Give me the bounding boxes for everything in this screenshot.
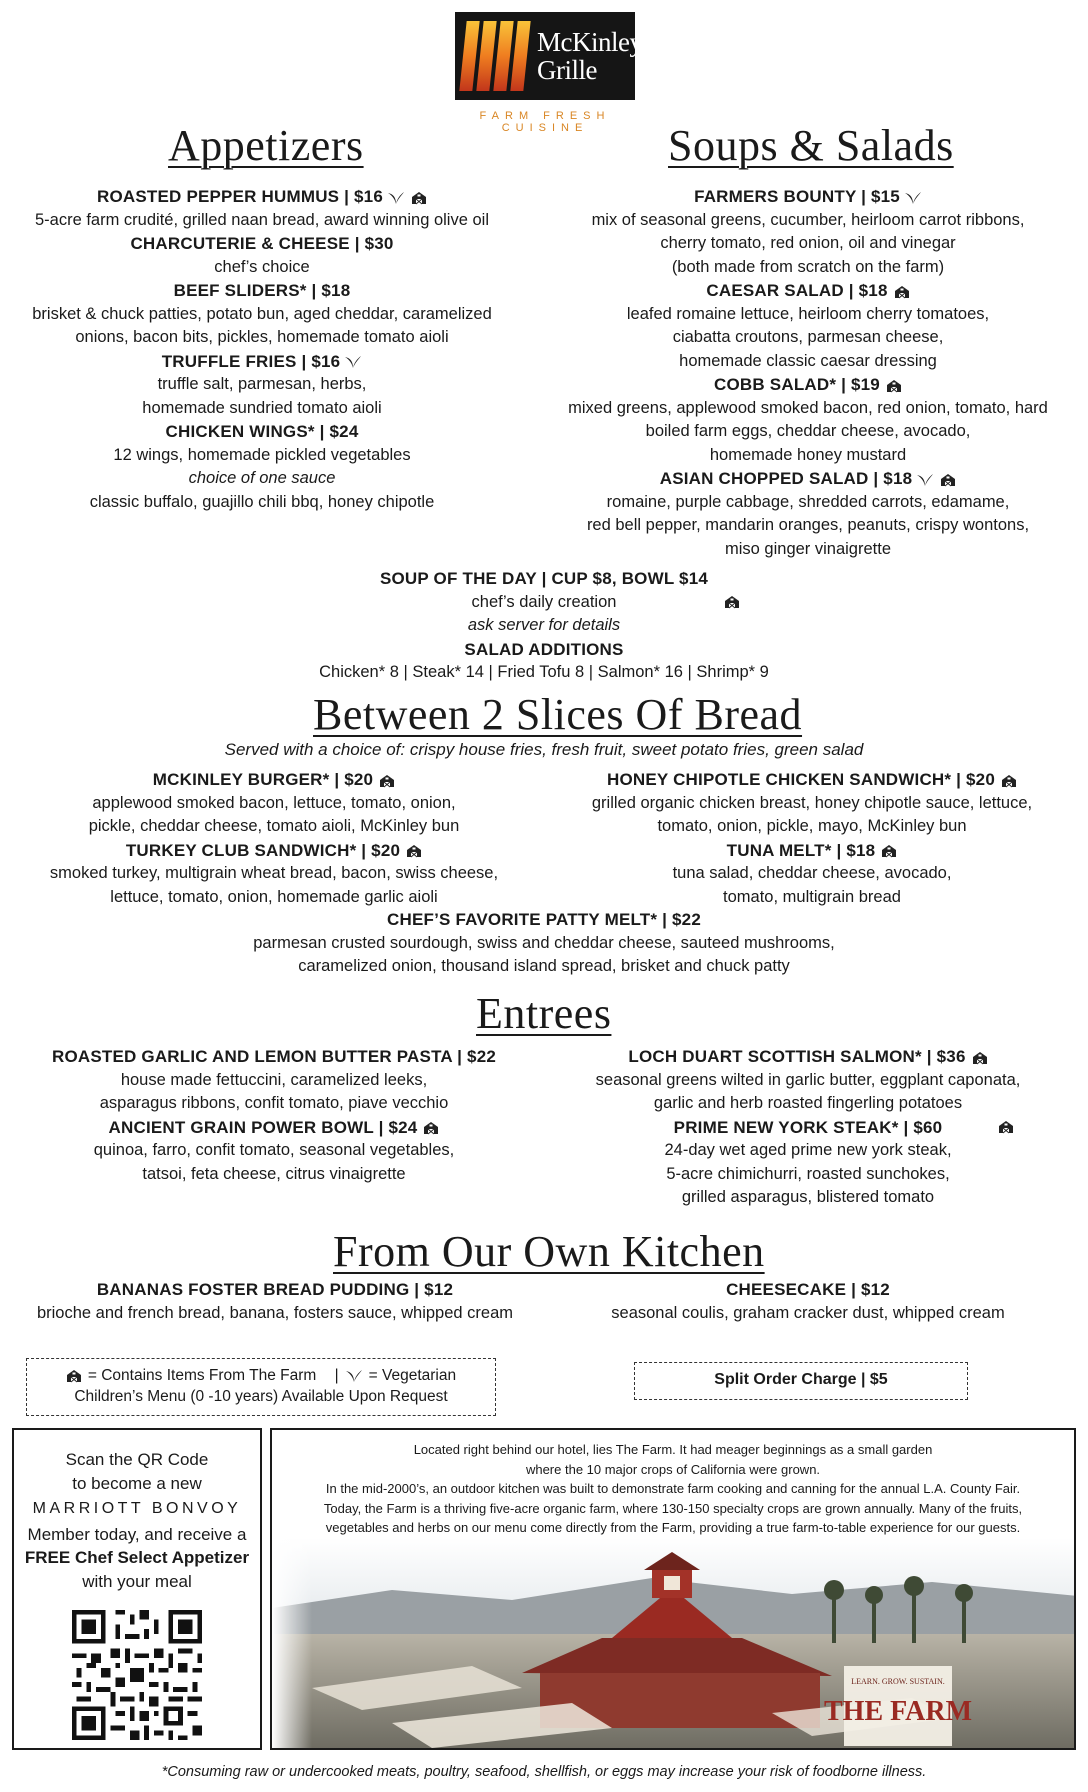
soups-salads-title: Soups & Salads — [668, 121, 954, 170]
farm-barn-icon — [886, 379, 902, 393]
icon-legend — [26, 1358, 496, 1416]
farm-barn-icon — [1001, 774, 1017, 788]
menu-item-desc: grilled organic chicken breast, honey chipotle sauce, lettuce, — [591, 793, 1033, 812]
logo-name-line1: McKinley's — [537, 27, 657, 57]
menu-item-name: HONEY CHIPOTLE CHICKEN SANDWICH* | $20 — [552, 768, 1072, 792]
menu-item-desc: 24-day wet aged prime new york steak, — [664, 1141, 952, 1159]
menu-item-desc: parmesan crusted sourdough, swiss and cheddar cheese, sauteed mushrooms, — [253, 933, 835, 952]
salad-additions-list: Chicken* 8 | Steak* 14 | Fried Tofu 8 | Salmon* 16 | Shrimp* 9 — [319, 663, 769, 681]
the-farm-badge — [824, 1666, 972, 1746]
menu-item-desc: garlic and herb roasted fingerling potatoes — [653, 1094, 963, 1112]
menu-item-name: TUNA MELT* | $18 — [552, 839, 1072, 863]
farm-info-panel — [270, 1428, 1076, 1750]
menu-item-desc: lettuce, tomato, onion, homemade garlic aioli — [110, 887, 438, 906]
farm-barn-icon — [894, 285, 910, 299]
qr-code[interactable] — [67, 1605, 207, 1745]
menu-item-desc: applewood smoked bacon, lettuce, tomato, onion, — [92, 793, 456, 812]
farm-barn-icon — [940, 473, 956, 487]
menu-item-desc: chef’s choice — [214, 257, 310, 276]
menu-item-desc: 5-acre farm crudité, grilled naan bread, award winning olive oil — [35, 210, 489, 229]
menu-item-desc: mix of seasonal greens, cucumber, heirloom carrot ribbons, — [591, 210, 1025, 229]
menu-item-note: ask server for details — [467, 616, 621, 634]
farm-barn-icon — [379, 774, 395, 788]
promo-line: with your meal — [82, 1571, 192, 1591]
menu-item-name: CHEESECAKE | $12 — [726, 1280, 890, 1299]
patty-melt-item — [144, 908, 944, 979]
menu-item-desc: pickle, cheddar cheese, tomato aioli, McKinley bun — [88, 817, 460, 835]
promo-offer: FREE Chef Select Appetizer — [24, 1548, 250, 1567]
menu-item-desc: tomato, onion, pickle, mayo, McKinley bun — [657, 817, 967, 835]
menu-item-desc: ciabatta croutons, parmesan cheese, — [672, 328, 944, 346]
menu-item-desc: (both made from scratch on the farm) — [671, 257, 945, 276]
menu-item-desc: homemade sundried tomato aioli — [142, 398, 382, 417]
menu-item-desc: asparagus ribbons, confit tomato, piave vecchio — [99, 1094, 449, 1112]
farm-barn-icon — [724, 595, 740, 609]
farm-barn-icon — [998, 1120, 1014, 1134]
menu-item-name: CAESAR SALAD | $18 — [548, 279, 1068, 303]
dessert-right — [548, 1278, 1068, 1325]
menu-item-desc: 12 wings, homemade pickled vegetables — [113, 445, 411, 464]
desserts-title: From Our Own Kitchen — [333, 1227, 765, 1276]
sandwiches-title: Between 2 Slices Of Bread — [313, 690, 803, 739]
menu-item-desc: cherry tomato, red onion, oil and vinegar — [660, 234, 956, 252]
menu-item-name: SOUP OF THE DAY | CUP $8, BOWL $14 — [379, 569, 709, 588]
farm-description — [272, 1430, 1074, 1538]
farm-text-line: In the mid-2000’s, an outdoor kitchen was built to demonstrate farm cooking and canning for the annual L.A. County Fair. — [325, 1481, 1021, 1496]
marriott-promo — [12, 1428, 262, 1750]
salad-additions-title: SALAD ADDITIONS — [464, 639, 624, 659]
menu-item-desc: tomato, multigrain bread — [723, 887, 901, 906]
menu-item-desc: onions, bacon bits, pickles, homemade tomato aioli — [75, 328, 449, 346]
menu-item-name: CHEF’S FAVORITE PATTY MELT* | $22 — [387, 910, 701, 929]
farm-barn-icon — [972, 1051, 988, 1065]
promo-line: to become a new — [72, 1473, 202, 1493]
dessert-left — [10, 1278, 540, 1325]
menu-item-desc: miso ginger vinaigrette — [725, 539, 891, 558]
entrees-right-column-content — [548, 1045, 1068, 1210]
farm-barn-icon — [881, 844, 897, 858]
farm-barn-icon — [411, 191, 427, 205]
appetizers-title: Appetizers — [168, 121, 364, 170]
logo-box — [455, 12, 657, 100]
menu-item-name: LOCH DUART SCOTTISH SALMON* | $36 — [548, 1045, 1068, 1069]
menu-item-name: MCKINLEY BURGER* | $20 — [18, 768, 530, 792]
restaurant-logo — [455, 12, 657, 134]
farm-barn-icon — [423, 1121, 439, 1135]
entrees-title: Entrees — [476, 989, 612, 1038]
menu-item-desc: grilled asparagus, blistered tomato — [681, 1188, 935, 1206]
menu-item-desc: 5-acre chimichurri, roasted sunchokes, — [666, 1164, 950, 1183]
farm-text-line: Located right behind our hotel, lies The Farm. It had meager beginnings as a small garden — [413, 1442, 933, 1457]
menu-item-name: BEEF SLIDERS* | $18 — [173, 281, 351, 300]
farm-text-line: where the 10 major crops of California were grown. — [525, 1461, 821, 1477]
vegetarian-icon — [387, 191, 405, 205]
vegetarian-icon — [916, 473, 934, 487]
menu-item-name: ROASTED PEPPER HUMMUS | $16 — [6, 185, 518, 209]
menu-item-name: TRUFFLE FRIES | $16 — [6, 350, 518, 374]
menu-item-name: CHICKEN WINGS* | $24 — [165, 422, 359, 441]
farm-text-line: vegetables and herbs on our menu come directly from the Farm, providing a true farm-to-table experience for our guests. — [325, 1520, 1021, 1535]
legend-separator: | — [334, 1367, 339, 1384]
menu-item-desc: classic buffalo, guajillo chili bbq, honey chipotle — [89, 492, 435, 511]
menu-item-note: choice of one sauce — [188, 469, 336, 487]
menu-item-desc: boiled farm eggs, cheddar cheese, avocado, — [645, 422, 971, 440]
menu-item-desc: red bell pepper, mandarin oranges, peanuts, crispy wontons, — [586, 516, 1030, 534]
menu-item-desc: truffle salt, parmesan, herbs, — [157, 375, 367, 393]
sandwiches-left-column — [18, 768, 530, 909]
soups-salads-column — [548, 185, 1068, 561]
legend-farm-text: = Contains Items From The Farm — [87, 1367, 317, 1384]
promo-line: Scan the QR Code — [65, 1450, 209, 1469]
farm-text-line: Today, the Farm is a thriving five-acre organic farm, where 130-150 specialty crops are grown annually. Many of the fruits, — [323, 1500, 1023, 1516]
menu-item-name: FARMERS BOUNTY | $15 — [548, 185, 1068, 209]
menu-item-desc: quinoa, farro, confit tomato, seasonal vegetables, — [93, 1141, 455, 1159]
menu-item-desc: seasonal coulis, graham cracker dust, whipped cream — [611, 1303, 1005, 1322]
menu-item-name: PRIME NEW YORK STEAK* | $60 — [548, 1116, 1068, 1140]
vegetarian-icon — [904, 191, 922, 205]
vegetarian-icon — [345, 1369, 363, 1383]
menu-item-name: CHARCUTERIE & CHEESE | $30 — [130, 234, 394, 253]
menu-item-desc: house made fettuccini, caramelized leeks, — [120, 1070, 428, 1089]
menu-item-desc: mixed greens, applewood smoked bacon, red onion, tomato, hard — [568, 398, 1048, 417]
sandwiches-right-column — [552, 768, 1072, 909]
marriott-bonvoy-logo: MARRIOTT BONVOY — [32, 1500, 242, 1517]
vegetarian-icon — [344, 355, 362, 369]
menu-item-name: TURKEY CLUB SANDWICH* | $20 — [18, 839, 530, 863]
farm-barn-icon — [66, 1369, 82, 1383]
legend-veg-text: = Vegetarian — [368, 1367, 457, 1384]
menu-item-desc: seasonal greens wilted in garlic butter, eggplant caponata, — [595, 1070, 1021, 1089]
menu-item-desc: romaine, purple cabbage, shredded carrots, edamame, — [606, 492, 1010, 511]
menu-item-desc: tatsoi, feta cheese, citrus vinaigrette — [142, 1164, 406, 1183]
menu-item-name: COBB SALAD* | $19 — [548, 373, 1068, 397]
entrees-left-column — [18, 1045, 530, 1186]
svg-text:THE FARM: THE FARM — [823, 1696, 973, 1727]
menu-item-name: ASIAN CHOPPED SALAD | $18 — [548, 467, 1068, 491]
split-order-charge: Split Order Charge | $5 — [634, 1362, 968, 1400]
menu-item-name: ANCIENT GRAIN POWER BOWL | $24 — [18, 1116, 530, 1140]
logo-wordmark — [537, 28, 657, 84]
childrens-menu-note: Children’s Menu (0 -10 years) Available Upon Request — [74, 1388, 448, 1405]
menu-item-desc: homemade honey mustard — [709, 445, 907, 464]
menu-item-desc: smoked turkey, multigrain wheat bread, bacon, swiss cheese, — [49, 864, 499, 882]
menu-item-desc: caramelized onion, thousand island spread, brisket and chuck patty — [298, 957, 790, 975]
menu-item-desc: chef’s daily creation — [244, 591, 844, 615]
farm-photo — [272, 1538, 1076, 1750]
soup-of-the-day — [244, 567, 844, 685]
logo-flame-icon — [463, 21, 527, 91]
svg-text:LEARN. GROW. SUSTAIN.: LEARN. GROW. SUSTAIN. — [851, 1677, 945, 1686]
menu-item-desc: leafed romaine lettuce, heirloom cherry tomatoes, — [626, 304, 990, 323]
appetizers-column — [6, 185, 518, 514]
menu-item-name: BANANAS FOSTER BREAD PUDDING | $12 — [96, 1280, 454, 1299]
logo-tagline: FARM FRESH CUISINE — [479, 110, 611, 134]
farm-barn-icon — [406, 844, 422, 858]
menu-item-desc: brisket & chuck patties, potato bun, aged cheddar, caramelized — [32, 304, 492, 323]
promo-line: Member today, and receive a — [27, 1524, 247, 1544]
menu-item-name: ROASTED GARLIC AND LEMON BUTTER PASTA | $22 — [51, 1047, 497, 1066]
food-safety-disclaimer: *Consuming raw or undercooked meats, poultry, seafood, shellfish, or eggs may increase your risk of foodborne illness. — [161, 1764, 927, 1780]
sandwiches-subtitle: Served with a choice of: crispy house fries, fresh fruit, sweet potato fries, green salad — [224, 740, 864, 759]
logo-name-line2: Grille — [537, 55, 597, 85]
menu-item-desc: homemade classic caesar dressing — [679, 351, 937, 370]
legend-line — [27, 1365, 495, 1386]
menu-item-desc: tuna salad, cheddar cheese, avocado, — [672, 864, 952, 882]
menu-item-desc: brioche and french bread, banana, fosters sauce, whipped cream — [36, 1303, 514, 1322]
